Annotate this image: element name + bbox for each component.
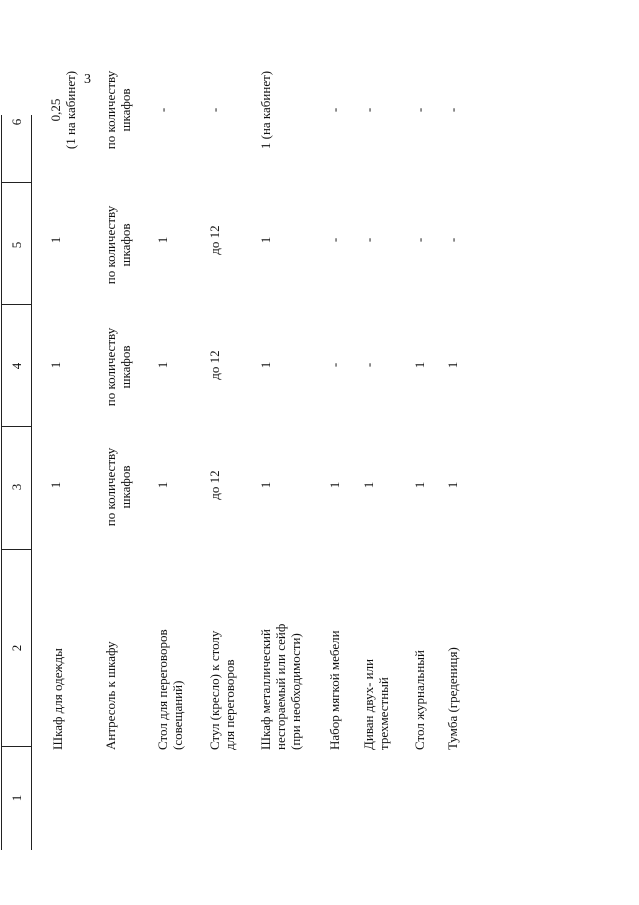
row-8-c4: 1 [412,361,427,369]
row-4-c6: - [207,107,222,113]
row-2-name: Антресоль к шкафу [103,641,118,750]
row-3-c4: 1 [155,361,170,369]
row-5-c5: 1 [258,236,273,244]
header-col-5: 5 [9,241,24,249]
row-3-name: Стол для переговоров (совещаний) [155,629,185,750]
row-1-name: Шкаф для одежды [50,648,65,750]
header-col-6: 6 [9,118,24,126]
header-sep [1,549,32,550]
header-bottom-rule [31,115,32,850]
row-7-c4: - [361,362,376,368]
row-1-c3: 1 [48,481,63,489]
row-8-name: Стол журнальный [412,650,427,750]
row-1-c6: 0,25 (1 на кабинет) [48,70,78,150]
row-1-c4: 1 [48,361,63,369]
row-8-c5: - [412,237,427,243]
row-2-c4: по количеству шкафов [103,327,133,407]
row-9-name: Тумба (гредениця) [445,647,460,750]
header-col-3: 3 [9,483,24,491]
row-5-c3: 1 [258,481,273,489]
row-2-c5: по количеству шкафов [103,205,133,285]
row-5-c4: 1 [258,361,273,369]
row-4-c3: до 12 [207,470,222,500]
row-4-c4: до 12 [207,350,222,380]
row-6-c5: - [327,237,342,243]
header-col-4: 4 [9,362,24,370]
row-1-c5: 1 [48,236,63,244]
row-6-c3: 1 [327,481,342,489]
row-9-c5: - [445,237,460,243]
row-7-name: Диван двух- или трехместный [361,658,391,750]
row-8-c3: 1 [412,481,427,489]
row-2-c6: по количеству шкафов [103,70,133,150]
row-7-c6: - [361,107,376,113]
header-col-2: 2 [9,644,24,652]
row-4-c5: до 12 [207,225,222,255]
header-top-rule [1,115,2,850]
row-3-c5: 1 [155,236,170,244]
header-sep [1,304,32,305]
row-7-c5: - [361,237,376,243]
row-7-c3: 1 [361,481,376,489]
row-6-c6: - [327,107,342,113]
header-sep [1,182,32,183]
row-4-name: Стул (кресло) к столу для переговоров [207,630,237,750]
row-6-c4: - [327,362,342,368]
row-9-c6: - [445,107,460,113]
row-9-c4: 1 [445,361,460,369]
row-9-c3: 1 [445,481,460,489]
row-6-name: Набор мягкой мебели [327,630,342,750]
page-number: 3 [84,72,91,87]
header-sep [1,426,32,427]
row-3-c6: - [155,107,170,113]
row-5-c6: 1 (на кабинет) [258,70,273,150]
header-col-1: 1 [9,794,24,802]
row-5-name: Шкаф металлический несгораемый или сейф (при необходимости) [258,623,303,750]
row-2-c3: по количеству шкафов [103,447,133,527]
row-3-c3: 1 [155,481,170,489]
row-8-c6: - [412,107,427,113]
header-sep [1,746,32,747]
